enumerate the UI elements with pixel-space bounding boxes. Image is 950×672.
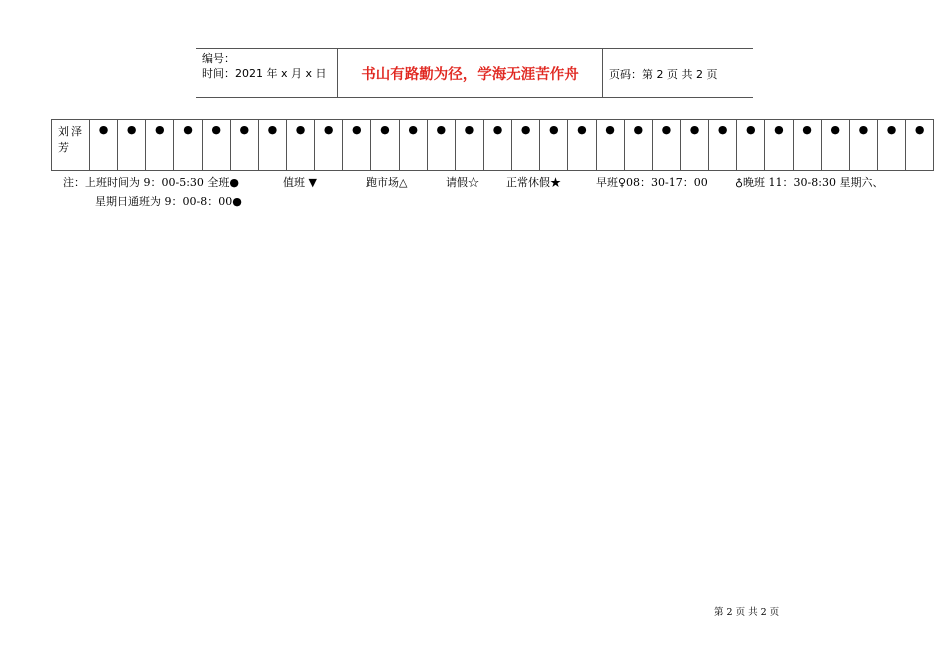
schedule-cell: ●	[850, 120, 878, 170]
schedule-cell: ●	[681, 120, 709, 170]
schedule-cell: ●	[794, 120, 822, 170]
schedule-cell: ●	[709, 120, 737, 170]
employee-name: 刘泽芳	[52, 120, 90, 170]
header-motto-cell	[337, 49, 603, 97]
schedule-cell: ●	[90, 120, 118, 170]
schedule-cell: ●	[428, 120, 456, 170]
schedule-cell: ●	[878, 120, 906, 170]
legend-late-shift: ♁晚班 11：30-8:30 星期六、	[735, 176, 884, 189]
document-header	[196, 48, 753, 98]
schedule-row	[51, 119, 934, 171]
schedule-cell: ●	[400, 120, 428, 170]
schedule-cell: ●	[456, 120, 484, 170]
schedule-cell: ●	[174, 120, 202, 170]
schedule-cells	[90, 120, 933, 170]
schedule-cell: ●	[371, 120, 399, 170]
page-label: 页码：第 2 页 共 2 页	[609, 68, 718, 81]
schedule-cell: ●	[259, 120, 287, 170]
schedule-cell: ●	[653, 120, 681, 170]
page-footer: 第 2 页 共 2 页	[714, 607, 780, 618]
schedule-cell: ●	[146, 120, 174, 170]
legend-duty: 值班 ▼	[283, 176, 317, 189]
schedule-cell: ●	[287, 120, 315, 170]
schedule-cell: ●	[822, 120, 850, 170]
schedule-cell: ●	[597, 120, 625, 170]
schedule-cell: ●	[625, 120, 653, 170]
schedule-cell: ●	[737, 120, 765, 170]
schedule-cell: ●	[512, 120, 540, 170]
schedule-cell: ●	[315, 120, 343, 170]
legend-early-shift: 早班♀08：30-17：00	[596, 176, 708, 189]
schedule-cell: ●	[568, 120, 596, 170]
schedule-cell: ●	[765, 120, 793, 170]
schedule-cell: ●	[231, 120, 259, 170]
time-label: 时间：2021 年 x 月 x 日	[202, 67, 327, 80]
schedule-cell: ●	[540, 120, 568, 170]
legend-fulltime: 注：上班时间为 9：00-5:30 全班●	[63, 176, 240, 189]
legend-vacation: 正常休假★	[506, 176, 561, 189]
schedule-cell: ●	[118, 120, 146, 170]
motto-text: 书山有路勤为径，学海无涯苦作舟	[361, 66, 579, 83]
number-label: 编号：	[202, 52, 235, 65]
legend-market: 跑市场△	[366, 176, 408, 189]
schedule-cell: ●	[203, 120, 231, 170]
schedule-cell: ●	[914, 123, 925, 136]
legend-leave: 请假☆	[446, 176, 479, 189]
schedule-cell: ●	[343, 120, 371, 170]
header-info	[202, 51, 327, 81]
schedule-cell: ●	[484, 120, 512, 170]
legend-line-2: 星期日通班为 9：00-8：00●	[95, 195, 242, 208]
